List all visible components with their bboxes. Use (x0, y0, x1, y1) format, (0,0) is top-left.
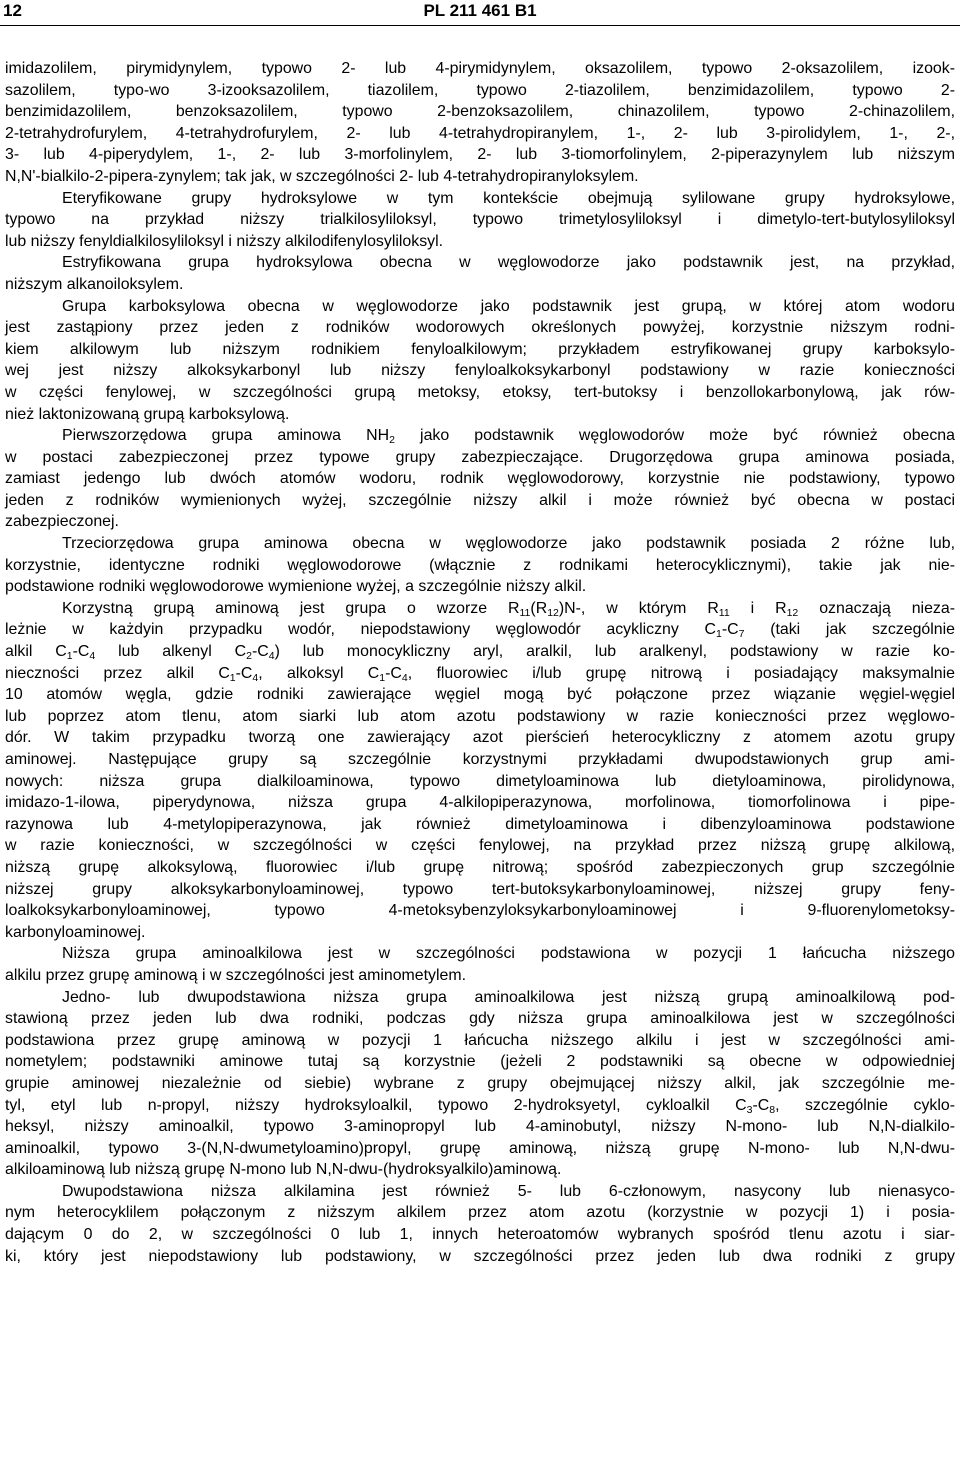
page-number: 12 (3, 1, 22, 20)
text-line: w postaci zabezpieczonej przez typowe grupy zabezpieczające. Drugorzędowa grupa aminowa posiada, (5, 448, 955, 466)
text-line: zabezpieczonej. (5, 513, 119, 531)
text-line: N,N'-bialkilo-2-pipera-zynylem; tak jak, w szczególności 2- lub 4-tetrahydropiranyloksylem. (5, 167, 639, 185)
text-line: nież laktonizowaną grupą karboksylową. (5, 405, 290, 423)
patent-number: PL 211 461 B1 (423, 1, 537, 20)
text-line: 2-tetrahydrofurylem, 4-tetrahydrofurylem, 2- lub 4-tetrahydropiranylem, 1-, 2- lub 3-pirolidylem, 1-, 2-, (5, 124, 955, 142)
text-line: leżnie w każdyin przypadku wodór, niepodstawiony węglowodór acykliczny $C_1-C_7$ (taki jak szczególnie (5, 621, 955, 641)
text-line: Trzeciorzędowa grupa aminowa obecna w węglowodorze jako podstawnik posiada 2 różne lub, (62, 535, 955, 553)
text-line: w razie konieczności, w szczególności w części fenylowej, na przykład przez niższą grupę alkilową, (5, 837, 955, 855)
text-line: aminoalkil, typowo 3-(N,N-dwumetyloamino)propyl, grupę aminową, niższą grupę N-mono- lub N,N-dwu- (5, 1139, 955, 1157)
text-line: dającym 0 do 2, w szczególności 0 lub 1, innych heteroatomów wybranych spośród tlenu azotu i siar- (5, 1226, 955, 1244)
text-line: podstawiona przez grupę aminową w pozycji 1 łańcucha niższego alkilu i jest w szczególności ami- (5, 1031, 955, 1049)
text-line: dór. W takim przypadku tworzą one zawierający azot pierścień heterocykliczny z atomem azotu grupy (5, 729, 955, 747)
document-body (5, 58, 955, 1267)
text-line: nometylem; podstawniki aminowe tutaj są korzystnie (jeżeli 2 podstawniki są obecne w odpowiedniej (5, 1053, 955, 1071)
text-line: niższą grupę alkoksylową, fluorowiec i/lub grupę nitrową; spośród zabezpieczonych grup szczególnie (5, 858, 955, 876)
text-line: alkil $C_1-C_4$ lub alkenyl $C_2-C_4$) lub monocykliczny aryl, aralkil, lub aralkenyl, podstawiony w razie ko- (5, 643, 956, 663)
text-line: 10 atomów węgla, gdzie rodniki zawierające węgiel mogą być połączone przez wiązanie węgiel-węgiel (5, 686, 955, 704)
text-line: w części fenylowej, w szczególności grupą metoksy, etoksy, tert-butoksy i benzollokarbonylową, jak rów- (5, 383, 955, 401)
text-line: jeden z rodników wymienionych wyżej, szczególnie niższy alkil i może również być obecna w postaci (5, 491, 955, 509)
text-line: kiem alkilowym lub niższym rodnikiem fenyloalkilowym; przykładem estryfikowanej grupy karboksylo- (5, 340, 955, 358)
text-line: korzystnie, identyczne rodniki węglowodorowe (włącznie z rodnikami heterocyklicznymi), takie jak nie- (5, 556, 955, 574)
text-line: podstawione rodniki węglowodorowe wymienione wyżej, a szczególnie niższy alkil. (5, 578, 587, 596)
text-line: nym heterocyklilem połączonym z niższym alkilem przez atom azotu (korzystnie w pozycji 1) i posia- (5, 1204, 955, 1222)
text-line: nowych: niższa grupa dialkiloaminowa, typowo dimetyloaminowa lub dietyloaminowa, pirolidynowa, (5, 772, 955, 790)
text-line: Eteryfikowane grupy hydroksylowe w tym kontekście obejmują sylilowane grupy hydroksylowe, (62, 189, 955, 207)
text-line: heksyl, niższy aminoalkil, typowo 3-aminopropyl lub 4-aminobutyl, niższy N-mono- lub N,N-dialkilo- (5, 1118, 955, 1136)
text-line: razynowa lub 4-metylopiperazynowa, jak również dimetyloaminowa i dibenzyloaminowa podstawione (5, 815, 955, 833)
text-line: alkilu przez grupę aminową i w szczególności jest aminometylem. (5, 966, 467, 984)
text-line: lub niższy fenyldialkilosyliloksyl i niższy alkilodifenylosyliloksyl. (5, 232, 444, 250)
text-line: loalkoksykarbonyloaminowej, typowo 4-metoksybenzyloksykarbonyloaminowej i 9-fluorenylometoksy- (5, 902, 955, 920)
text-line: Estryfikowana grupa hydroksylowa obecna w węglowodorze jako podstawnik jest, na przykład, (62, 254, 955, 272)
text-line: alkiloaminową lub niższą grupę N-mono lub N,N-dwu-(hydroksyalkilo)aminową. (5, 1161, 562, 1179)
text-line: zamiast jedengo lub dwóch atomów wodoru, rodnik węglowodorowy, korzystnie nie podstawiony, typowo (5, 470, 955, 488)
text-line: imidazo-1-ilowa, piperydynowa, niższa grupa 4-alkilopiperazynowa, morfolinowa, tiomorfolinowa i pipe- (5, 794, 955, 812)
text-line: Niższa grupa aminoalkilowa jest w szczególności podstawiona w pozycji 1 łańcucha niższego (62, 945, 955, 963)
text-line: aminowej. Następujące grupy są szczególnie korzystnymi przykładami dwupodstawionych grup ami- (5, 751, 955, 768)
text-line: niższej grupy alkoksykarbonyloaminowej, typowo tert-butoksykarbonyloaminowej, niższej grupy feny- (5, 880, 955, 898)
text-line: nieczności przez alkil $C_1-C_4$, alkoksyl $C_1-C_4$, fluorowiec i/lub grupę nitrową i posiadający maksymalnie (5, 664, 955, 684)
text-line: 3- lub 4-piperydylem, 1-, 2- lub 3-morfolinylem, 2- lub 3-tiomorfolinylem, 2-piperazynylem lub niższym (5, 146, 955, 164)
text-line: Korzystną grupą aminową jest grupa o wzorze $R_{11}(R_{12})N-$, w którym $R_{11}$ i $R_{12}$ oznaczają nieza- (62, 599, 955, 619)
text-line: imidazolilem, pirymidynylem, typowo 2- lub 4-pirymidynylem, oksazolilem, typowo 2-oksazolilem, izook- (5, 60, 955, 77)
text-line: jest zastąpiony przez jeden z rodników wodorowych określonych powyżej, korzystnie niższym rodni- (5, 319, 955, 337)
text-line: typowo na przykład niższy trialkilosyliloksyl, typowo trimetylosyliloksyl i dimetylo-tert-butylosyliloksyl (5, 211, 955, 229)
text-line: Dwupodstawiona niższa alkilamina jest również 5- lub 6-członowym, nasycony lub nienasyco- (62, 1182, 955, 1200)
text-line: Pierwszorzędowa grupa aminowa $NH_2$ jako podstawnik węglowodorów może być również obecna (62, 427, 955, 447)
text-line: tyl, etyl lub n-propyl, niższy hydroksyloalkil, typowo 2-hydroksyetyl, cykloalkil $C_3-C_8$, szczególnie cyklo- (5, 1096, 955, 1116)
text-line: wej jest niższy alkoksykarbonyl lub niższy fenyloalkoksykarbonyl podstawiony w razie konieczności (5, 362, 955, 380)
header-rule (0, 25, 960, 26)
text-line: karbonyloaminowej. (5, 923, 146, 941)
text-line: Grupa karboksylowa obecna w węglowodorze jako podstawnik jest grupą, w której atom wodoru (62, 297, 955, 315)
text-line: lub poprzez atom tlenu, atom siarki lub atom azotu podstawiony w razie konieczności przez węglowo- (5, 707, 955, 725)
text-line: grupie aminowej niezależnie od siebie) wybrane z grupy obejmującej niższy alkil, jak szczególnie me- (5, 1074, 955, 1092)
text-line: Jedno- lub dwupodstawiona niższa grupa aminoalkilowa jest niższą grupą aminoalkilową pod- (62, 988, 955, 1006)
text-line: stawioną przez jeden lub dwa rodniki, podczas gdy niższa grupa aminoalkilowa jest w szczególności (5, 1010, 955, 1028)
page-header (0, 0, 960, 26)
text-line: ki, który jest niepodstawiony lub podstawiony, w szczególności przez jeden lub dwa rodniki z grupy (5, 1247, 955, 1265)
text-line: benzimidazolilem, benzoksazolilem, typowo 2-benzoksazolilem, chinazolilem, typowo 2-chinazolilem, (5, 103, 955, 121)
text-line: niższym alkanoiloksylem. (5, 275, 184, 293)
text-line: sazolilem, typo-wo 3-izooksazolilem, tiazolilem, typowo 2-tiazolilem, benzimidazolilem, typowo 2- (5, 81, 955, 99)
